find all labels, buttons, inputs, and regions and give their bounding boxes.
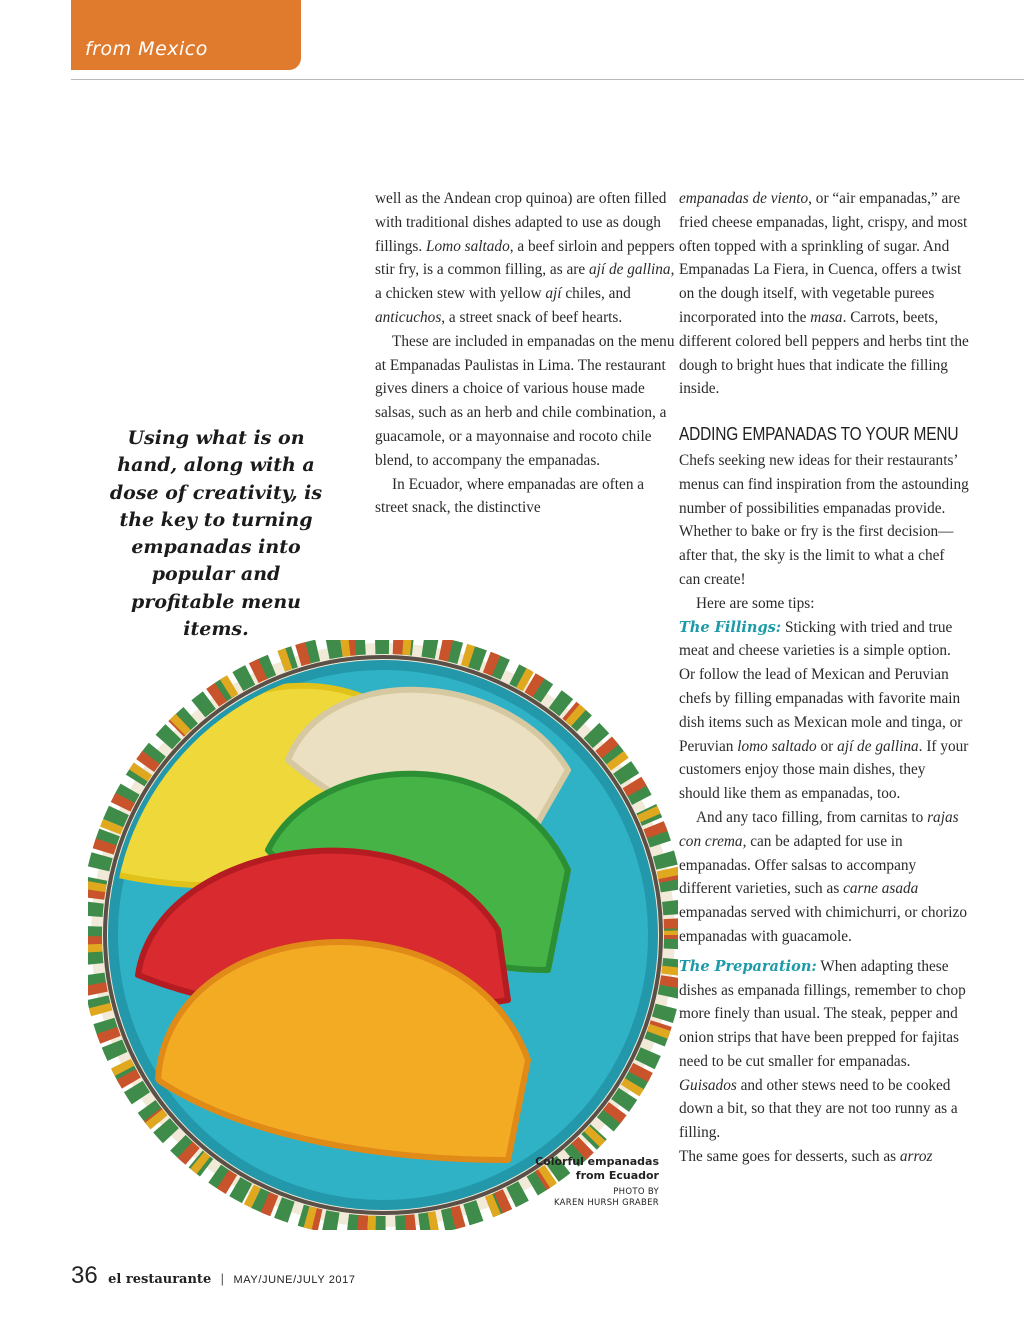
paragraph: The same goes for desserts, such as arroz (679, 1148, 933, 1166)
preparation-label: The Preparation: (679, 957, 817, 975)
header-rule (71, 79, 1024, 80)
section-heading: ADDING EMPANADAS TO YOUR MENU (679, 424, 959, 445)
paragraph: The Preparation: When adapting these dishes as empanada fillings, remember to chop more finely than usual. The steak, pepper and onion strips that have been prepped for fajitas need to be cut smaller for empanadas. Guisados and other stews need to be cooked down a bit, so that they are not too runny as a filling. (679, 957, 966, 1142)
paragraph: Here are some tips: (696, 594, 815, 612)
paragraph: And any taco filling, from carnitas to rajas con crema, can be adapted for use in empanadas. Offer salsas to accompany different varieties, such as carne asada empanadas served with chimichurri, or chorizo empanadas with guacamole. (679, 808, 967, 945)
paragraph: The Fillings: Sticking with tried and true meat and cheese varieties is a simple option. Or follow the lead of Mexican and Peruvian chefs by filling empanadas with favorite main dish items such as Mexican mole and tinga, or Peruvian lomo saltado or ají de gallina. If your customers enjoy those main dishes, they should like them as empanadas, too. (679, 618, 969, 803)
paragraph: In Ecuador, where empanadas are often a street snack, the distinctive (375, 475, 645, 517)
page-footer (71, 1262, 356, 1290)
caption-line: from Ecuador (575, 1169, 659, 1182)
empanada-plate-photo (88, 640, 678, 1230)
paragraph: empanadas de viento, or “air empanadas,” are fried cheese empanadas, light, crispy, and most often topped with a sprinkling of sugar. And Empanadas La Fiera, in Cuenca, offers a twist on the dough itself, with vegetable purees incorporated into the masa. Carrots, beets, different colored bell peppers and herbs tint the dough to bright hues that indicate the filling inside. (679, 190, 969, 398)
photo-caption (535, 1155, 659, 1209)
pull-quote: Using what is on hand, along with a dose of creativity, is the key to turning empanadas into popular and profitable menu items. (109, 427, 323, 641)
paragraph: Chefs seeking new ideas for their restaurants’ menus can find inspiration from the astounding number of possibilities empanadas provide. Whether to bake or fry is the first decision—after that, the sky is the limit to what a chef can create! (679, 451, 969, 588)
footer-divider: | (220, 1271, 225, 1286)
article-column-1 (375, 187, 675, 520)
section-tab (71, 0, 301, 70)
article-column-2 (679, 187, 969, 1169)
magazine-name: el restaurante (108, 1272, 212, 1287)
paragraph: These are included in empanadas on the menu at Empanadas Paulistas in Lima. The restaurant gives diners a choice of various house made salsas, such as an herb and chile combination, a guacamole, or a mayonnaise and rocoto chile blend, to accompany the empanadas. (375, 332, 675, 469)
photo-credit: PHOTO BY KAREN HURSH GRABER (553, 1187, 659, 1208)
caption-line: Colorful empanadas (535, 1155, 659, 1168)
section-label: from Mexico (85, 38, 208, 60)
paragraph: well as the Andean crop quinoa) are often filled with traditional dishes adapted to use as dough fillings. Lomo saltado, a beef sirloin and peppers stir fry, is a common filling, as are ají de gallina, a chicken stew with yellow ají chiles, and anticuchos, a street snack of beef hearts. (375, 190, 675, 326)
issue-date: MAY/JUNE/JULY 2017 (233, 1274, 356, 1286)
fillings-label: The Fillings: (679, 618, 782, 636)
page-number: 36 (71, 1262, 98, 1289)
